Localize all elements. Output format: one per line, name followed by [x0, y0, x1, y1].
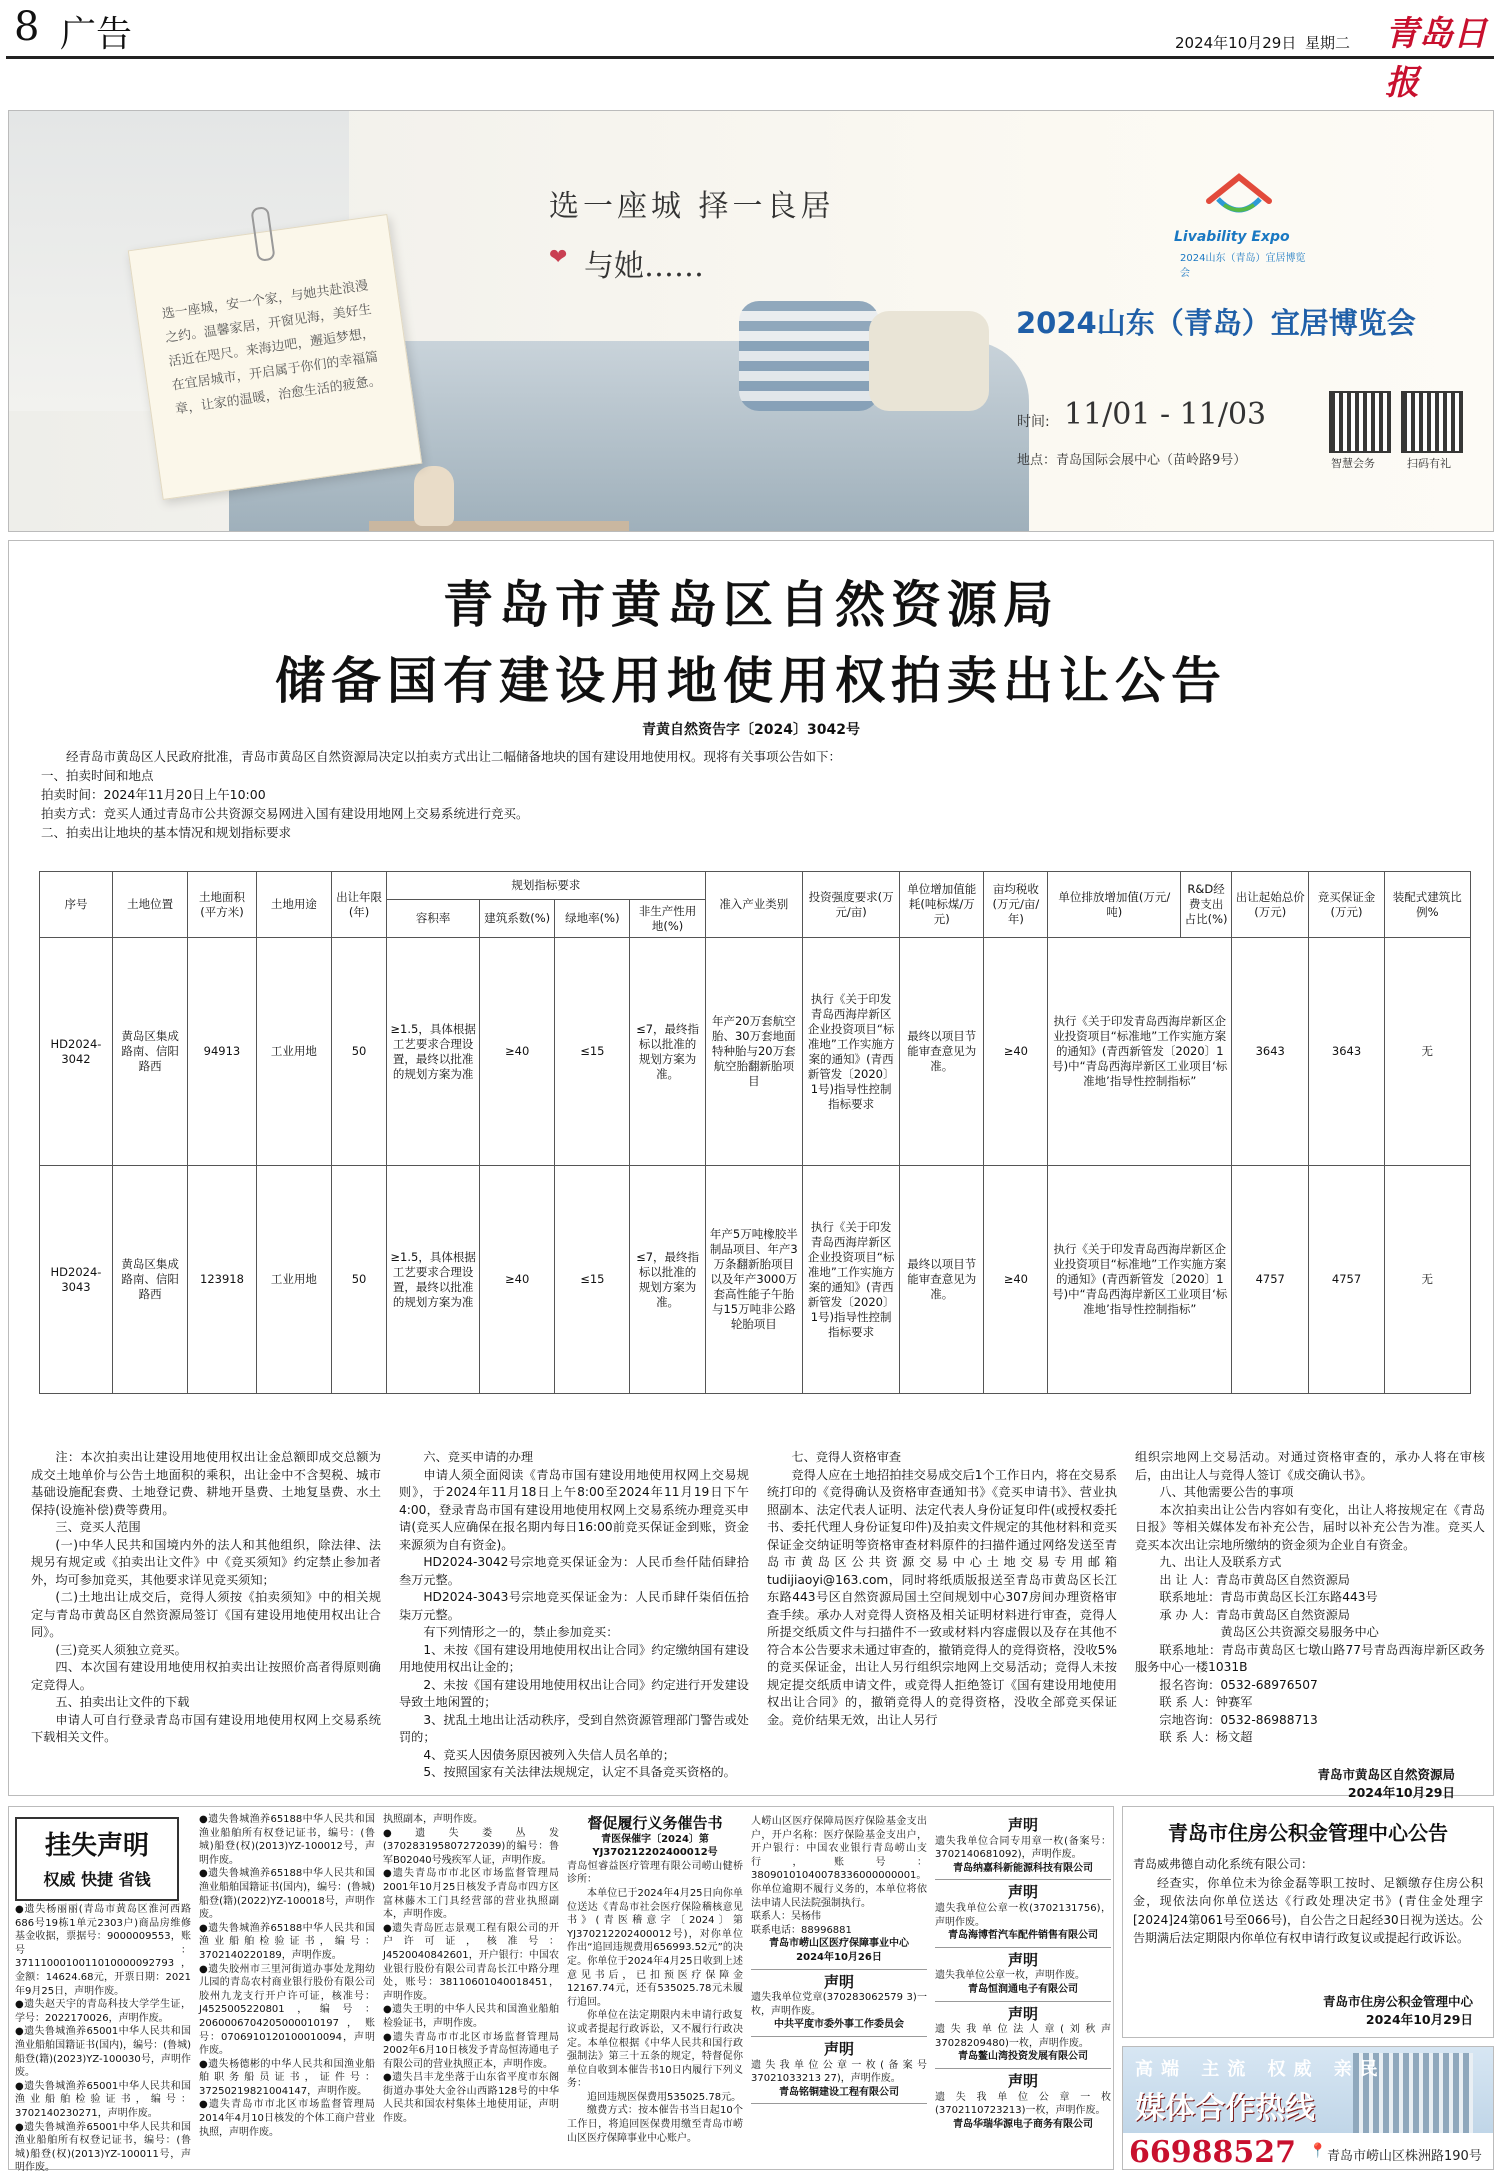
ad-slogan-2: 与她…… [584, 249, 704, 284]
side-table-illustration [369, 521, 629, 532]
signature-org: 青岛市黄岛区自然资源局 [1317, 1767, 1455, 1782]
list-item: ●遗失青岛匠志景观工程有限公司的开户许可证，核准号：J4520040842601，开户银行：中国农业银行股份有限公司青岛长江中路分理处，账号：38110601040018451，声明作废。 [383, 1922, 559, 2002]
classified-box [935, 2002, 1111, 2069]
paragraph: 宗地咨询：0532-86988713 [1159, 1712, 1318, 1727]
lost-subtitle: 权威 快捷 省钱 [43, 1870, 151, 1889]
table-header: 土地面积(平方米) [188, 872, 257, 938]
paragraph: 出 让 人：青岛市黄岛区自然资源局 [1159, 1572, 1350, 1587]
paragraph: 1、未按《国有建设用地使用权出让合同》约定缴纳国有建设用地使用权出让金的； [399, 1642, 749, 1674]
table-cell: 123918 [188, 1166, 257, 1394]
table-cell: 3643 [1309, 938, 1384, 1166]
document-number: 青黄自然资告字〔2024〕3042号 [642, 722, 860, 738]
paragraph: HD2024-3042号宗地竞买保证金为：人民币叁仟陆佰肆拾叁万元整。 [399, 1555, 749, 1587]
paragraph: 三、竞买人范围 [55, 1520, 141, 1534]
table-row [40, 938, 1471, 1166]
table-header: 准入产业类别 [705, 872, 802, 938]
classified-box [935, 1813, 1111, 1880]
classified-box [751, 1813, 927, 1970]
list-item: 缴费方式：按本催告书当日起10个工作日，将追回医保费用缴至青岛市崂山区医疗保障事业中心账户。 [567, 2105, 743, 2144]
table-cell: 94913 [188, 938, 257, 1166]
paragraph: 拍卖方式：竞买人通过青岛市公共资源交易网进入国有建设用地网上交易系统进行竞买。 [41, 806, 529, 821]
table-cell: 无 [1384, 1166, 1470, 1394]
classified-box [751, 2037, 927, 2104]
list-item: 遗失我单位合同专用章一枚(备案号：3702140681092)，声明作废。 [935, 1835, 1111, 1861]
table-header: 亩均税收(万元/亩/年) [984, 872, 1048, 938]
note-text: 选一座城，安一个家，与她共赴浪漫之约。温馨家居，开窗见海，美好生活近在咫尺。来海边吧，邂逅梦想，在宜居城市，开启属于你们的幸福篇章，让家的温暖，治愈生活的疲惫。 [160, 278, 383, 418]
table-cell: 4757 [1232, 1166, 1309, 1394]
table-cell: HD2024-3042 [40, 938, 113, 1166]
table-cell: ≤15 [555, 1166, 630, 1394]
paragraph: 竞得人应在土地招拍挂交易成交后1个工作日内，将在交易系统打印的《竞得确认及资格审查通知书》《竞买申请书》、营业执照副本、法定代表人证明、法定代表人身份证复印件(或授权委托书、委托代理人身份证复印件)及拍卖文件规定的其他材料和竞买保证金交纳证明等资格审查材料原件的扫描件通过网络发送至青岛市黄岛区公共资源交易中心土地交易专用邮箱tudijiaoyi@163.com，同时将纸质版报送至青岛市黄岛区长江东路443号区自然资源局国土空间规划中心307房间办理资格审查手续。承办人对竞得人资格及相关证明材料进行审查，竞得人所提交纸质文件与扫描件不一致或材料内容虚假以及存在其他不符合本公告要求未通过审查的，撤销竞得人的竞得资格，没收5%的竞买保证金，出让人另行组织宗地网上交易活动；竞得人未按规定提交纸质申请文件，或竞得人拒绝签订《国有建设用地使用权出让合同》的，撤销竞得人的竞得资格，没收全部竞买保证金。竞价结果无效，出让人另行 [767, 1467, 1117, 1727]
classified-column [15, 1903, 191, 2175]
paragraph: 经查实，你单位未为徐金磊等职工按时、足额缴存住房公积金，现依法向你单位送达《行政处理决定书》(青住金处理字[2024]24第061号至066号)，自公告之日起经30日视为送达。公告期满后法定期限内你单位有权申请行政复议或提起行政诉讼。 [1133, 1875, 1483, 1945]
pillow-illustration [739, 301, 879, 411]
list-item: ●遗失鲁城渔养65188中华人民共和国渔业船舶检验证书，编号：3702140220189，声明作废。 [199, 1922, 375, 1961]
paragraph: 六、竞买申请的办理 [423, 1450, 534, 1464]
table-header: R&D经费支出占比(%) [1181, 872, 1232, 938]
lost-notice-banner [15, 1817, 179, 1901]
issue-date: 2024年10月29日 [1175, 34, 1297, 52]
list-item: ●遗失鲁城渔养65001中华人民共和国渔业船舶所有权登记证书，编号：(鲁城)船登(权)(2013)YZ-100011号，声明作废。 [15, 2121, 191, 2174]
time-label: 时间: [1017, 414, 1050, 430]
hotline-number[interactable]: 66988527 [1129, 2135, 1296, 2170]
list-item: 联系电话：88996881 [751, 1924, 852, 1936]
table-cell: 执行《关于印发青岛西海岸新区企业投资项目“标准地”工作实施方案的通知》(青西新管发〔2020〕1号)中“青岛西海岸新区工业项目‘标准地’指导性控制指标” [1048, 1166, 1232, 1394]
notice-column-1 [31, 1449, 381, 1747]
org-name: 青岛铭铜建设工程有限公司 [779, 2086, 899, 2098]
notice-title: 青岛市黄岛区自然资源局 [443, 575, 1059, 634]
classified-box [935, 1880, 1111, 1947]
paragraph: 二、拍卖出让地块的基本情况和规划指标要求 [41, 825, 292, 840]
qr-label: 扫码有礼 [1407, 457, 1451, 470]
list-item: 遗失我单位公章一枚(3702110723213)一枚，声明作废。 [935, 2091, 1111, 2117]
paragraph: 四、本次国有建设用地使用权拍卖出让按照价高者得原则确定竞得人。 [31, 1660, 381, 1692]
list-item: ●遗失赵天宇的青岛科技大学学生证，学号：2022170026，声明作废。 [15, 1999, 191, 2024]
table-header: 建筑系数(%) [480, 900, 555, 938]
table-header: 非生产性用地(%) [630, 900, 705, 938]
list-item: ●遗失杨丽丽(青岛市黄岛区淮河西路686号19栋1单元2303户)商品房维修基金收据，票据号：9000009553，账号：3711100010011010000092793，金额：14624.68元，开票日期：2021年9月25日，声明作废。 [15, 1904, 191, 1997]
paragraph: 2、未按《国有建设用地使用权出让合同》约定进行开发建设导致土地闲置的； [399, 1677, 749, 1709]
table-cell: 执行《关于印发青岛西海岸新区企业投资项目“标准地”工作实施方案的通知》(青西新管发〔2020〕1号)指导性控制指标要求 [802, 1166, 899, 1394]
table-cell: ≥1.5，具体根据工艺要求合理设置，最终以批准的规划方案为准 [387, 1166, 480, 1394]
statement-title: 声明 [1007, 1816, 1038, 1834]
table-header: 土地用途 [256, 872, 331, 938]
land-auction-notice [8, 540, 1494, 1800]
table-cell: 年产5万吨橡胶半制品项目、年产3万条翻新胎项目以及年产3000万套高性能子午胎与15万吨非公路轮胎项目 [705, 1166, 802, 1394]
list-item: ●遗失鲁城渔养65188中华人民共和国渔业船舶所有权登记证书，编号：(鲁城)船登(权)(2013)YZ-100012号，声明作废。 [199, 1814, 375, 1866]
list-item: ●遗失娄丛发(370283195807272039)的编号：鲁军B02040号残疾军人证，声明作废。 [383, 1827, 559, 1866]
classified-box [935, 1948, 1111, 2002]
table-header: 单位增加值能耗(吨标煤/万元) [900, 872, 984, 938]
org-name: 青岛海博哲汽车配件销售有限公司 [948, 1930, 1098, 1942]
table-row [40, 1166, 1471, 1394]
pillow-illustration [869, 311, 989, 411]
statement-title: 声明 [1007, 1950, 1038, 1969]
statement-title: 声明 [1007, 2071, 1038, 2090]
land-parcel-table [39, 871, 1471, 1394]
media-tags: 高端 主流 权威 亲民 [1135, 2059, 1386, 2080]
list-item: 你单位逾期不履行义务的，本单位将依法申请人民法院强制执行。 [751, 1883, 927, 1909]
classified-column [199, 1813, 375, 2139]
list-item: ●遗失青岛市市北区市场监督管理局2001年10月25日核发予青岛市四方区富林藤木工门具经营部的营业执照副本，声明作废。 [383, 1868, 559, 1921]
table-cell: 3643 [1232, 938, 1309, 1166]
header-rule [6, 56, 1494, 59]
table-cell: HD2024-3043 [40, 1166, 113, 1394]
page-number: 8 [14, 4, 40, 50]
table-header: 序号 [40, 872, 113, 938]
paragraph: 组织宗地网上交易活动。对通过资格审查的，承办人将在审核后，由出让人与竞得人签订《成交确认书》。 [1135, 1450, 1485, 1482]
media-hotline-ad [1122, 2046, 1494, 2170]
paragraph: 4、竞买人因债务原因被列入失信人员名单的； [423, 1747, 675, 1762]
list-item: ●遗失胶州市三里河街道办事处龙翔幼儿园的青岛农村商业银行股份有限公司胶州九龙支行开户许可证，核准号：J4525005220801，编号：2060006704205000010197，账号：0706910120100010094，声明作废。 [199, 1963, 375, 2057]
list-item: ●遗失鲁城渔养65001中华人民共和国渔业船舶国籍证书(国内)，编号：(鲁城)船登(籍)(2023)YZ-100030号，声明作废。 [15, 2026, 191, 2079]
list-item: 执照副本，声明作废。 [383, 1814, 483, 1825]
notice-intro [41, 747, 1461, 842]
list-item: ●遗失青岛市市北区市场监督管理局2002年6月10日核发予青岛恒涛通电子有限公司的营业执照正本，声明作废。 [383, 2031, 559, 2070]
table-cell: 工业用地 [256, 938, 331, 1166]
statement-title: 声明 [1007, 2004, 1038, 2023]
table-header: 出让起始总价(万元) [1232, 872, 1309, 938]
classifieds-section [8, 1806, 1114, 2174]
list-item: 遗失我单位公章一枚(3702131756)，声明作废。 [935, 1902, 1111, 1928]
table-cell: 4757 [1309, 1166, 1384, 1394]
statement-title: 声明 [1007, 1883, 1038, 1902]
classified-column [383, 1813, 559, 2126]
list-item: 遗失我单位公章一枚，声明作废。 [935, 1970, 1085, 1982]
paragraph: 有下列情形之一的，禁止参加竞买： [423, 1625, 619, 1639]
table-cell: 年产20万套航空胎、30万套地面特种胎与20万套航空胎翻新胎项目 [705, 938, 802, 1166]
paragraph: 联系地址：青岛市黄岛区七墩山路77号青岛西海岸新区政务服务中心一楼1031B [1135, 1642, 1485, 1674]
sticky-note [128, 214, 423, 500]
org-name: 中共平度市委外事工作委员会 [774, 2019, 904, 2031]
fund-notice-signature [1133, 1993, 1473, 2029]
table-cell: ≤7，最终指标以批准的规划方案为准。 [630, 1166, 705, 1394]
paragraph: 五、拍卖出让文件的下载 [55, 1695, 190, 1709]
table-cell: 无 [1384, 938, 1470, 1166]
media-title: 媒体合作热线 [1135, 2091, 1315, 2126]
list-item: 遗失我单位法人章(刘秋声37028209480)一枚，声明作废。 [935, 2024, 1111, 2049]
statement-title: 声明 [823, 2039, 854, 2058]
time-value: 11/01 - 11/03 [1064, 397, 1267, 432]
statement-title: 声明 [823, 1972, 854, 1991]
classified-column [751, 1813, 927, 2104]
list-item: ●遗失吕丰龙坐落于山东省平度市东阁街道办事处大金谷山西路128号的中华人民共和国农村集体土地使用证，声明作废。 [383, 2072, 559, 2125]
paragraph: (二)土地出让成交后，竞得人须按《拍卖须知》中的相关规定与青岛市黄岛区自然资源局签订《国有建设用地使用权出让合同》。 [31, 1590, 381, 1639]
list-item: ●遗失王明的中华人民共和国渔业船舶检验证书，声明作废。 [383, 2004, 559, 2029]
paragraph: 黄岛区公共资源交易服务中心 [1220, 1625, 1379, 1639]
paragraph: 联 系 人：钟赛军 [1159, 1695, 1253, 1709]
qr-code-icon[interactable] [1401, 391, 1463, 453]
vase-illustration [414, 466, 454, 526]
list-item: 人崂山区医疗保障局医疗保险基金支出户，开户名称：医疗保险基金支出户，开户银行：中国农业银行青岛崂山支行，账号：38090101040078336000000001。 [751, 1816, 927, 1882]
notice-column-3 [767, 1449, 1117, 1729]
table-header: 装配式建筑比例% [1384, 872, 1470, 938]
table-cell: 黄岛区集成路南、信阳路西 [112, 1166, 187, 1394]
paragraph: 九、出让人及联系方式 [1159, 1555, 1282, 1569]
ad-slogan: 选一座城 择一良居 [549, 189, 835, 224]
classified-box [935, 2069, 1111, 2135]
paragraph: 注：本次拍卖出让建设用地使用权出让金总额即成交总额为成交土地单价与公告土地面积的乘积，出让金中不含契税、城市基础设施配套费、土地登记费、耕地开垦费、土地复垦费、水土保持(设施补偿)费等费用。 [31, 1450, 381, 1517]
newspaper-logo: 青岛日报 [1385, 14, 1487, 103]
table-cell: 工业用地 [256, 1166, 331, 1394]
table-cell: 执行《关于印发青岛西海岸新区企业投资项目“标准地”工作实施方案的通知》(青西新管发〔2020〕1号)指导性控制指标要求 [802, 938, 899, 1166]
expo-advertisement [8, 110, 1494, 532]
signature-date: 2024年10月29日 [1347, 1785, 1455, 1800]
paragraph: 七、竞得人资格审查 [791, 1450, 902, 1464]
signature-org: 青岛市住房公积金管理中心 [1322, 1994, 1473, 2009]
table-header: 容积率 [387, 900, 480, 938]
fund-notice-title: 青岛市住房公积金管理中心公告 [1168, 1821, 1448, 1845]
table-cell: 黄岛区集成路南、信阳路西 [112, 938, 187, 1166]
qr-label: 智慧会务 [1331, 457, 1375, 470]
page-header [0, 0, 1500, 103]
list-item: 你单位在法定期限内未申请行政复议或者提起行政诉讼，又不履行行政决定。本单位根据《中华人民共和国行政强制法》第三十五条的规定，特督促你单位自收到本催告书10日内履行下列义务： [567, 2010, 743, 2090]
table-cell: ≥40 [480, 1166, 555, 1394]
paragraph: 申请人须全面阅读《青岛市国有建设用地使用权网上交易规则》，于2024年11月18日上午8:00至2024年11月19日下午4:00，登录青岛市国有建设用地使用权网上交易系统办理竞买申请(竞买人应确保在报名期内每日16:00前竞买保证金到账，资金来源须为自有资金)。 [399, 1467, 749, 1552]
media-address: 青岛市崂山区株洲路190号 [1327, 2149, 1482, 2164]
table-header: 单位排放增加值(万元/吨) [1048, 872, 1181, 938]
list-item: 遗失我单位党章(370283062579 3)一枚，声明作废。 [751, 1992, 927, 2017]
list-item: 本单位已于2024年4月25日向你单位送达《青岛市社会医疗保险稽核意见书》(青医稽意字〔2024〕第YJ370212202400012号)，对你单位作出“追回违规费用656993.52元”的决定。你单位于2024年4月25日收到上述意见书后，已扣预医疗保障金12167.74元，还有535025.78元未履行追回。 [567, 1887, 743, 2008]
house-icon [1204, 171, 1274, 221]
table-header: 竞买保证金(万元) [1309, 872, 1384, 938]
paragraph: 青岛威弗德自动化系统有限公司： [1133, 1857, 1314, 1871]
fund-notice-body [1133, 1855, 1483, 1948]
venue: 地点：青岛国际会展中心（苗岭路9号） [1017, 453, 1247, 468]
list-item: 联系人：吴杨伟 [751, 1911, 821, 1923]
table-cell: ≤7，最终指标以批准的规划方案为准。 [630, 938, 705, 1166]
paragraph: HD2024-3043号宗地竞买保证金为：人民币肆仟柒佰伍拾柒万元整。 [399, 1590, 749, 1622]
paragraph: 一、拍卖时间和地点 [41, 768, 154, 783]
table-cell: 50 [331, 1166, 386, 1394]
paragraph: 5、按照国家有关法律法规规定，认定不具备竞买资格的。 [423, 1765, 736, 1779]
table-header: 投资强度要求(万元/亩) [802, 872, 899, 938]
lost-title: 挂失声明 [44, 1831, 149, 1861]
org-name: 青岛华瑞华源电子商务有限公司 [953, 2118, 1093, 2130]
table-cell: 最终以项目节能审查意见为准。 [900, 938, 984, 1166]
classified-box [751, 1970, 927, 2037]
table-cell: 执行《关于印发青岛西海岸新区企业投资项目“标准地”工作实施方案的通知》(青西新管发〔2020〕1号)中“青岛西海岸新区工业项目‘标准地’指导性控制指标” [1048, 938, 1232, 1166]
list-item: 追回违规医保费用535025.78元。 [587, 2091, 742, 2103]
paragraph: (三)竞买人须独立竞买。 [55, 1642, 187, 1657]
list-item: ●遗失青岛市市北区市场监督管理局2014年4月10日核发的个体工商户营业执照，声明作废。 [199, 2099, 375, 2138]
paragraph: 承 办 人：青岛市黄岛区自然资源局 [1159, 1607, 1350, 1622]
table-header: 绿地率(%) [555, 900, 630, 938]
classified-column [935, 1813, 1111, 2135]
list-item: ●遗失杨德彬的中华人民共和国渔业船舶职务船员证书，证件号：37250219821004147，声明作废。 [199, 2058, 375, 2097]
reminder-title: 督促履行义务催告书 [587, 1814, 723, 1832]
paragraph: (一)中华人民共和国境内外的法人和其他组织，除法律、法规另有规定或《拍卖出让文件》中《竞买须知》约定禁止参加者外，均可参加竞买，其他要求详见竞买须知； [31, 1537, 381, 1587]
notice-column-4 [1135, 1449, 1485, 1747]
table-header: 出让年限(年) [331, 872, 386, 938]
paragraph: 经青岛市黄岛区人民政府批准，青岛市黄岛区自然资源局决定以拍卖方式出让二幅储备地块的国有建设用地使用权。现将有关事项公告如下： [66, 749, 842, 764]
issue-weekday: 星期二 [1305, 34, 1351, 52]
expo-title: 2024山东（青岛）宜居博览会 [1016, 306, 1416, 340]
table-header: 规划指标要求 [387, 872, 705, 900]
list-item: 青岛恒睿益医疗管理有限公司崂山健桥诊所： [567, 1860, 743, 1886]
list-item: ●遗失鲁城渔养65188中华人民共和国渔业船舶国籍证书(国内)，编号：(鲁城)船登(籍)(2022)YZ-100018号，声明作废。 [199, 1868, 375, 1921]
paragraph: 八、其他需要公告的事项 [1159, 1485, 1294, 1499]
paragraph: 拍卖时间：2024年11月20日上午10:00 [41, 787, 266, 802]
qr-code-icon[interactable] [1329, 391, 1391, 453]
table-cell: ≥40 [984, 938, 1048, 1166]
list-item: ●遗失鲁城渔养65001中华人民共和国渔业船舶检验证书，编号：3702140230271，声明作废。 [15, 2080, 191, 2119]
table-cell: ≥40 [984, 1166, 1048, 1394]
paragraph: 联 系 人：杨文超 [1159, 1730, 1253, 1744]
housing-fund-notice [1122, 1806, 1494, 2038]
section-name: 广告 [60, 14, 133, 55]
heart-icon: ❤ [549, 245, 568, 270]
table-cell: ≥1.5，具体根据工艺要求合理设置，最终以批准的规划方案为准 [387, 938, 480, 1166]
notice-column-2 [399, 1449, 749, 1782]
table-header: 土地位置 [112, 872, 187, 938]
org-name: 青岛纳嘉科新能源科技有限公司 [953, 1862, 1093, 1874]
expo-logo [1164, 171, 1314, 279]
table-cell: 最终以项目节能审查意见为准。 [900, 1166, 984, 1394]
location-pin-icon: 📍 [1309, 2143, 1327, 2159]
paragraph: 报名咨询：0532-68976507 [1159, 1677, 1318, 1692]
org-name: 青岛恒润通电子有限公司 [968, 1983, 1078, 1995]
classified-column [567, 1813, 743, 2145]
table-cell: 50 [331, 938, 386, 1166]
table-cell: ≤15 [555, 938, 630, 1166]
paragraph: 申请人可自行登录青岛市国有建设用地使用权网上交易系统下载相关文件。 [31, 1712, 381, 1744]
paragraph: 联系地址：青岛市黄岛区长江东路443号 [1159, 1590, 1378, 1604]
list-item: 遗失我单位公章一枚(备案号37021033213 27)，声明作废。 [751, 2059, 927, 2085]
table-cell: ≥40 [480, 938, 555, 1166]
signature-date: 2024年10月29日 [1365, 2012, 1473, 2027]
org-name: 青岛市崂山区医疗保障事业中心 [769, 1938, 909, 1950]
logo-subtext: 2024山东（青岛）宜居博览会 [1180, 253, 1306, 279]
notice-title: 储备国有建设用地使用权拍卖出让公告 [275, 651, 1227, 710]
paragraph: 3、扰乱土地出让活动秩序，受到自然资源管理部门警告或处罚的； [399, 1712, 749, 1744]
paragraph: 本次拍卖出让公告内容如有变化，出让人将按规定在《青岛日报》等相关媒体发布补充公告，届时以补充公告为准。竞买人竞买本次出让宗地所缴纳的资金须为企业自有资金。 [1135, 1502, 1485, 1552]
org-name: 青岛鳌山湾投资发展有限公司 [958, 2051, 1088, 2063]
org-date: 2024年10月26日 [796, 1951, 882, 1963]
logo-text: Livability Expo [1174, 229, 1290, 245]
reminder-doc-number: 青医保催字〔2024〕第YJ370212202400012号 [592, 1833, 718, 1859]
